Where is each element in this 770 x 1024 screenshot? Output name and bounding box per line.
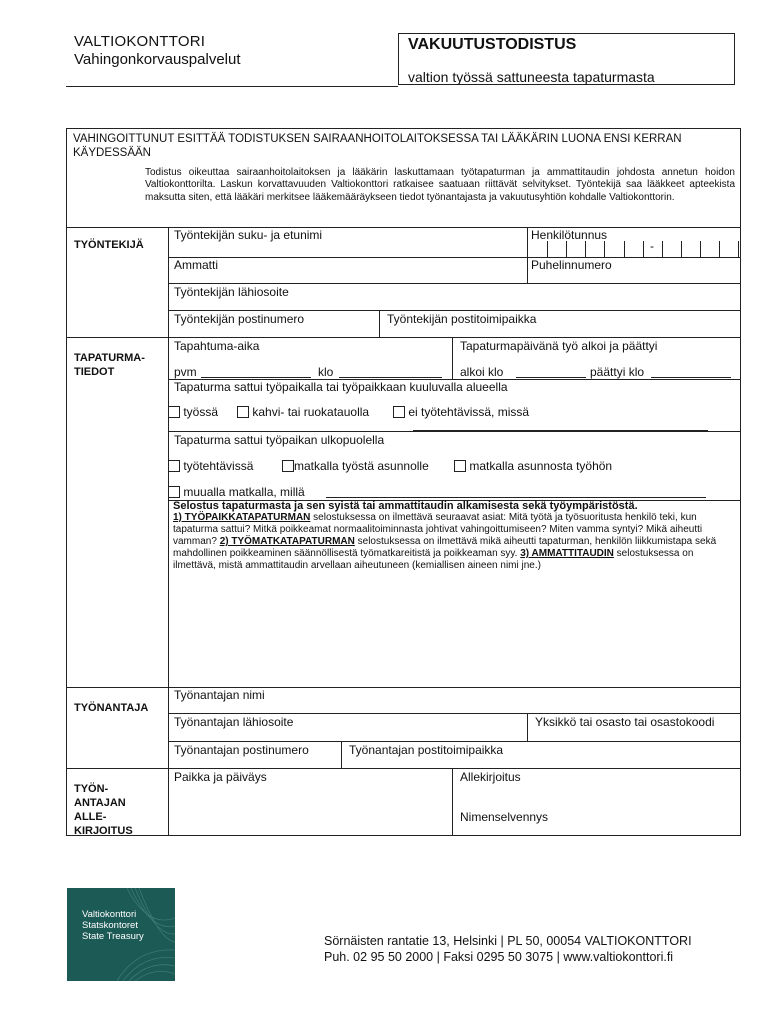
option-to-home[interactable]: [282, 459, 429, 473]
option-label: kahvi- tai ruokatauolla: [252, 405, 370, 419]
field-employer-postcode[interactable]: Työnantajan postinumero: [174, 743, 309, 757]
ssn-tick: [585, 241, 586, 257]
option-label: matkalla asunnosta työhön: [469, 459, 613, 473]
field-employer-name[interactable]: Työnantajan nimi: [174, 688, 265, 702]
desc-3-label: 3) AMMATTITAUDIN: [520, 548, 614, 559]
checkbox[interactable]: [454, 460, 466, 472]
section-signature-l3: ALLE-: [74, 811, 107, 823]
ssn-tick: [738, 241, 739, 257]
option-label: ei työtehtävissä, missä: [408, 405, 530, 419]
at-work-title: Tapaturma sattui työpaikalla tai työpaikkaan kuuluvalla alueella: [174, 380, 508, 394]
option-other-trip[interactable]: [168, 485, 305, 499]
field-employee-postcode[interactable]: Työntekijän postinumero: [174, 312, 305, 326]
checkbox[interactable]: [168, 486, 180, 498]
field-employee-city[interactable]: Työntekijän postitoimipaikka: [387, 312, 537, 326]
rule: [168, 431, 741, 432]
outside-title: Tapaturma sattui työpaikan ulkopuolella: [174, 433, 385, 447]
option-break[interactable]: [237, 405, 369, 419]
not-task-input[interactable]: [413, 430, 708, 431]
section-signature-l2: ANTAJAN: [74, 797, 126, 809]
field-ssn[interactable]: Henkilötunnus: [531, 228, 608, 242]
klo-input[interactable]: [339, 377, 442, 378]
checkbox[interactable]: [393, 406, 405, 418]
rule: [527, 713, 528, 741]
description-title: Selostus tapaturmasta ja sen syistä tai ammattitaudin alkamisesta sekä työympäristöstä.: [173, 500, 638, 512]
desc-1-label: 1) TYÖPAIKKATAPATURMAN: [173, 512, 311, 523]
description-instructions[interactable]: [173, 500, 728, 572]
option-not-task[interactable]: [393, 405, 529, 419]
logo-line-1: Valtiokonttori: [82, 909, 137, 920]
ssn-tick: [700, 241, 701, 257]
ssn-tick: [604, 241, 605, 257]
field-signature[interactable]: Allekirjoitus: [460, 770, 521, 784]
logo-line-3: State Treasury: [82, 931, 144, 942]
desc-3-text: selostuksessa on ilmettävä, mistä ammattitaudin arvellaan aiheutuneen (kemiallisen aineen nimi jne.): [173, 548, 694, 571]
rule: [168, 713, 741, 714]
ssn-tick: [681, 241, 682, 257]
rule: [341, 741, 342, 768]
rule: [168, 257, 741, 258]
option-label: matkalla työstä asunnolle: [294, 459, 429, 473]
field-employee-address[interactable]: Työntekijän lähiosoite: [174, 285, 289, 299]
footer-contact: Puh. 02 95 50 2000 | Faksi 0295 50 3075 | www.valtiokonttori.fi: [324, 950, 674, 964]
option-label: työtehtävissä: [183, 459, 254, 473]
ssn-dash: -: [650, 239, 654, 253]
rule: [168, 741, 741, 742]
ssn-tick: [719, 241, 720, 257]
option-to-work[interactable]: [454, 459, 612, 473]
field-workday: Tapaturmapäivänä työ alkoi ja päättyi: [460, 339, 658, 353]
field-employee-name[interactable]: Työntekijän suku- ja etunimi: [174, 228, 323, 242]
klo-label: klo: [318, 365, 334, 379]
org-name: VALTIOKONTTORI: [74, 33, 206, 50]
desc-2-text: selostuksessa on ilmettävä mikä aiheutti tapaturman, henkilön liikkumistapa sekä mahdollinen poikkeaminen säännöllisestä työmatkareitistä ja poikkeaman syy.: [173, 536, 717, 559]
header-rule: [66, 86, 398, 87]
alkoi-input[interactable]: [516, 377, 586, 378]
section-signature-l4: KIRJOITUS: [74, 825, 133, 837]
section-employee: TYÖNTEKIJÄ: [74, 239, 144, 251]
field-employer-city[interactable]: Työnantajan postitoimipaikka: [349, 743, 504, 757]
field-phone[interactable]: Puhelinnumero: [531, 258, 612, 272]
rule: [379, 310, 380, 337]
field-occupation[interactable]: Ammatti: [174, 258, 219, 272]
footer-address: Sörnäisten rantatie 13, Helsinki | PL 50, 00054 VALTIOKONTTORI: [324, 934, 692, 948]
logo-text: [82, 909, 144, 942]
field-employer-address[interactable]: Työnantajan lähiosoite: [174, 715, 294, 729]
checkbox[interactable]: [168, 460, 180, 472]
rule: [452, 337, 453, 379]
label-column-divider: [168, 227, 169, 836]
ssn-tick: [624, 241, 625, 257]
checkbox[interactable]: [237, 406, 249, 418]
doc-subtitle: valtion työssä sattuneesta tapaturmasta: [408, 69, 655, 85]
option-tasks[interactable]: [168, 459, 253, 473]
ssn-tick: [566, 241, 567, 257]
org-unit: Vahingonkorvauspalvelut: [74, 51, 241, 68]
section-signature-l1: TYÖN-: [74, 783, 109, 795]
field-place-date[interactable]: Paikka ja päiväys: [174, 770, 267, 784]
section-accident-l2: TIEDOT: [74, 366, 115, 378]
other-trip-input[interactable]: [326, 497, 706, 498]
desc-2-label: 2) TYÖMATKATAPATURMAN: [219, 536, 355, 547]
section-accident-l1: TAPATURMA-: [74, 352, 145, 364]
intro-body: Todistus oikeuttaa sairaanhoitolaitoksen ja lääkärin laskuttamaan työtapaturman ja ammattitaudin johdosta annetun hoidon Valtiokonttorilta. Laskun korvattavuuden Valtiokonttori ratkaisee saatuaan riittävät selvitykset. Työntekijä saa lääkkeet apteekista maksutta siten, että lääkäri merkitsee lääkemääräykseen tiedot työnantajasta ja vakuutusyhtiön kohdalle Valtiokonttorin.: [145, 167, 735, 203]
rule: [452, 768, 453, 836]
option-label: työssä: [183, 405, 219, 419]
rule: [168, 283, 741, 284]
ssn-tick: [643, 241, 644, 257]
logo-line-2: Statskontoret: [82, 920, 138, 931]
option-at-work[interactable]: [168, 405, 218, 419]
ssn-tick: [547, 241, 548, 257]
field-accident-time: Tapahtuma-aika: [174, 339, 260, 353]
pvm-label: pvm: [174, 365, 197, 379]
ssn-tick: [662, 241, 663, 257]
rule: [527, 227, 528, 283]
pvm-input[interactable]: [201, 377, 311, 378]
field-employer-unit[interactable]: Yksikkö tai osasto tai osastokoodi: [535, 715, 715, 729]
checkbox[interactable]: [282, 460, 294, 472]
paattyi-label: päättyi klo: [590, 365, 645, 379]
paattyi-input[interactable]: [651, 377, 731, 378]
alkoi-label: alkoi klo: [460, 365, 504, 379]
desc-1-text: selostuksessa on ilmettävä seuraavat asiat: Mitä työtä ja työsuoritusta henkilö teki, kun tapaturma sattui? Mitkä poikkeamat normaalitoiminnasta johtivat vahingoittumiseen? Miten vamma syntyi? Mikä aiheutti vamman?: [173, 512, 703, 547]
doc-title: VAKUUTUSTODISTUS: [408, 36, 577, 53]
field-name-clarification[interactable]: Nimenselvennys: [460, 810, 549, 824]
section-employer: TYÖNANTAJA: [74, 702, 149, 714]
rule: [168, 310, 741, 311]
checkbox[interactable]: [168, 406, 180, 418]
option-label: muualla matkalla, millä: [183, 485, 305, 499]
intro-heading: VAHINGOITTUNUT ESITTÄÄ TODISTUKSEN SAIRAANHOITOLAITOKSESSA TAI LÄÄKÄRIN LUONA ENSI KERRAN KÄYDESSÄÄN: [73, 133, 682, 159]
